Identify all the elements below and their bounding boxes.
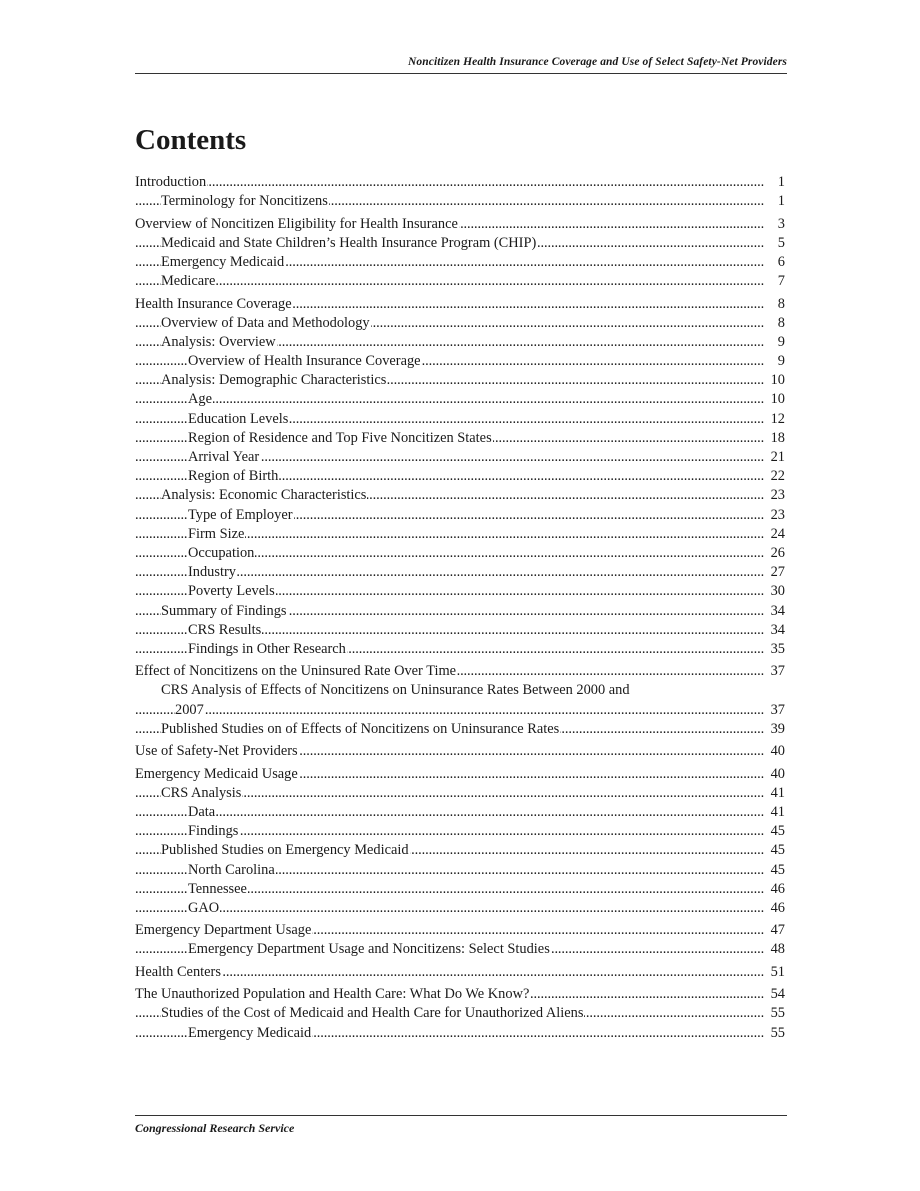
toc-entry-page: 54 (770, 986, 785, 1003)
toc-entry[interactable] (135, 173, 785, 192)
toc-entry-title: Summary of Findings (161, 602, 287, 619)
toc-entry-title: Analysis: Demographic Characteristics (161, 372, 387, 389)
toc-entry-title: Occupation (188, 544, 255, 561)
toc-entry[interactable] (135, 822, 785, 841)
toc-entry-title: Analysis: Economic Characteristics (161, 487, 367, 504)
toc-entry-title: Findings (188, 823, 239, 840)
toc-entry[interactable] (135, 1024, 785, 1043)
header-rule (135, 73, 787, 74)
toc-entry-title: Published Studies on of Effects of Noncitizens on Uninsurance Rates (161, 720, 560, 737)
toc-entry-title: Data (188, 803, 216, 820)
toc-entry[interactable] (135, 921, 785, 940)
toc-entry-title: Education Levels (188, 410, 289, 427)
toc-entry[interactable] (135, 390, 785, 409)
toc-entry-page: 55 (770, 1005, 785, 1022)
toc-entry-page: 24 (770, 525, 785, 542)
toc-entry[interactable] (135, 333, 785, 352)
toc-entry[interactable] (135, 352, 785, 371)
toc-entry-page: 47 (770, 922, 785, 939)
toc-entry-page: 37 (770, 663, 785, 680)
toc-entry[interactable] (135, 486, 785, 505)
toc-entry[interactable] (135, 742, 785, 761)
toc-entry-page: 9 (777, 353, 785, 370)
toc-entry-title: Introduction (135, 174, 207, 190)
toc-entry-page: 10 (770, 391, 785, 408)
toc-entry-title: Emergency Medicaid (188, 1024, 312, 1041)
toc-entry-title: Findings in Other Research (188, 640, 346, 657)
toc-entry-page: 41 (770, 803, 785, 820)
toc-entry-page: 40 (770, 765, 785, 782)
footer-organization: Congressional Research Service (135, 1121, 295, 1135)
toc-entry-title: Industry (188, 564, 236, 581)
toc-entry[interactable] (135, 295, 785, 314)
toc-entry-page: 39 (770, 720, 785, 737)
toc-entry-page: 48 (770, 941, 785, 958)
toc-entry-page: 8 (777, 314, 785, 331)
toc-entry-title: Medicaid and State Children’s Health Insurance Program (CHIP) (161, 234, 537, 251)
toc-entry[interactable] (135, 544, 785, 563)
toc-entry-page: 51 (770, 963, 785, 980)
toc-entry[interactable] (135, 563, 785, 582)
toc-entry-title: Studies of the Cost of Medicaid and Health Care for Unauthorized Aliens (161, 1005, 584, 1022)
toc-entry-page: 35 (770, 640, 785, 657)
table-of-contents (135, 173, 785, 1043)
toc-entry-title: Effect of Noncitizens on the Uninsured Rate Over Time (135, 663, 457, 680)
toc-entry-page: 5 (777, 234, 785, 251)
toc-entry-page: 46 (770, 899, 785, 916)
toc-entry-page: 6 (777, 253, 785, 270)
toc-entry-page: 3 (777, 215, 785, 232)
toc-entry-title: Arrival Year (188, 449, 260, 465)
toc-entry-title: Firm Size (188, 525, 245, 542)
toc-entry[interactable] (135, 985, 785, 1004)
toc-entry[interactable] (135, 861, 785, 880)
toc-entry-page: 27 (770, 564, 785, 581)
toc-entry[interactable] (135, 681, 785, 700)
toc-entry-page: 1 (777, 193, 785, 210)
toc-entry-title: Tennessee (188, 880, 247, 897)
toc-entry[interactable] (135, 253, 785, 272)
toc-entry-page: 1 (777, 174, 785, 190)
toc-entry-page: 21 (770, 449, 785, 465)
toc-entry[interactable] (135, 272, 785, 291)
toc-entry-title: Age (188, 391, 212, 408)
toc-entry-title: Region of Residence and Top Five Noncitizen States (188, 429, 492, 446)
toc-entry-title: Health Insurance Coverage (135, 295, 292, 312)
toc-entry[interactable] (135, 784, 785, 803)
toc-entry-title: Emergency Department Usage (135, 922, 312, 939)
toc-entry-title: Use of Safety-Net Providers (135, 743, 298, 760)
running-header: Noncitizen Health Insurance Coverage and Use of Select Safety-Net Providers (408, 56, 787, 68)
toc-entry-page: 45 (770, 861, 785, 878)
toc-entry[interactable] (135, 662, 785, 681)
toc-entry[interactable] (135, 371, 785, 390)
toc-entry-title: The Unauthorized Population and Health Care: What Do We Know? (135, 986, 530, 1003)
toc-entry-title: Overview of Data and Methodology (161, 314, 370, 331)
toc-entry-title: Medicare (161, 273, 216, 290)
toc-entry[interactable] (135, 602, 785, 621)
toc-entry-page: 37 (770, 701, 785, 718)
toc-entry[interactable] (135, 940, 785, 959)
toc-entry-page: 7 (777, 273, 785, 290)
toc-entry-title: North Carolina (188, 861, 275, 878)
toc-entry-title: CRS Results (188, 621, 262, 638)
toc-entry-title: 2007 (175, 701, 204, 718)
toc-entry[interactable] (135, 803, 785, 822)
toc-entry-title: Type of Employer (188, 506, 293, 523)
toc-entry-page: 22 (770, 468, 785, 485)
contents-heading: Contents (135, 124, 247, 156)
toc-entry[interactable] (135, 234, 785, 253)
toc-entry[interactable] (135, 525, 785, 544)
toc-entry-page: 30 (770, 583, 785, 600)
toc-entry[interactable] (135, 765, 785, 784)
toc-entry-page: 46 (770, 880, 785, 897)
toc-entry-title: Health Centers (135, 963, 221, 980)
toc-entry[interactable] (135, 701, 785, 720)
toc-entry[interactable] (135, 899, 785, 918)
toc-entry[interactable] (135, 720, 785, 739)
toc-entry-page: 9 (777, 333, 785, 350)
toc-entry-page: 26 (770, 544, 785, 561)
toc-entry-page: 8 (777, 295, 785, 312)
toc-entry-title: Poverty Levels (188, 583, 275, 600)
toc-entry-page: 34 (770, 621, 785, 638)
toc-entry-page: 45 (770, 842, 785, 859)
toc-entry-title: Terminology for Noncitizens (161, 193, 328, 210)
toc-entry[interactable] (135, 963, 785, 982)
toc-entry-title: Region of Birth (188, 468, 279, 485)
toc-entry-page: 41 (770, 784, 785, 801)
toc-entry-title: Emergency Department Usage and Noncitizens: Select Studies (188, 941, 550, 958)
toc-entry[interactable] (135, 582, 785, 601)
toc-entry-page: 45 (770, 823, 785, 840)
toc-entry-page: 23 (770, 487, 785, 504)
toc-entry-page: 23 (770, 506, 785, 523)
toc-entry-title: Overview of Health Insurance Coverage (188, 353, 421, 370)
toc-entry[interactable] (135, 880, 785, 899)
toc-entry[interactable] (135, 1004, 785, 1023)
toc-entry-title: Analysis: Overview (161, 333, 276, 350)
toc-entry[interactable] (135, 640, 785, 659)
toc-entry-title: GAO (188, 899, 220, 916)
toc-entry[interactable] (135, 467, 785, 486)
footer-rule (135, 1115, 787, 1116)
toc-entry-page: 10 (770, 372, 785, 389)
toc-entry-page: 40 (770, 743, 785, 760)
toc-entry[interactable] (135, 314, 785, 333)
toc-entry[interactable] (135, 192, 785, 211)
toc-entry[interactable] (135, 215, 785, 234)
toc-entry[interactable] (135, 841, 785, 860)
toc-entry[interactable] (135, 506, 785, 525)
toc-entry-page: 18 (770, 429, 785, 446)
toc-entry-title: CRS Analysis of Effects of Noncitizens on Uninsurance Rates Between 2000 and (161, 682, 630, 699)
toc-entry-title: Emergency Medicaid Usage (135, 765, 298, 782)
toc-entry[interactable] (135, 410, 785, 429)
toc-entry-title: Overview of Noncitizen Eligibility for Health Insurance (135, 215, 458, 232)
toc-entry-page: 34 (770, 602, 785, 619)
toc-entry[interactable] (135, 621, 785, 640)
toc-entry-title: Published Studies on Emergency Medicaid (161, 842, 409, 859)
toc-entry[interactable] (135, 429, 785, 448)
toc-entry-page: 55 (770, 1024, 785, 1041)
toc-entry-page: 12 (770, 410, 785, 427)
toc-entry-title: CRS Analysis (161, 784, 242, 801)
toc-entry[interactable] (135, 448, 785, 467)
toc-entry-title: Emergency Medicaid (161, 253, 285, 270)
